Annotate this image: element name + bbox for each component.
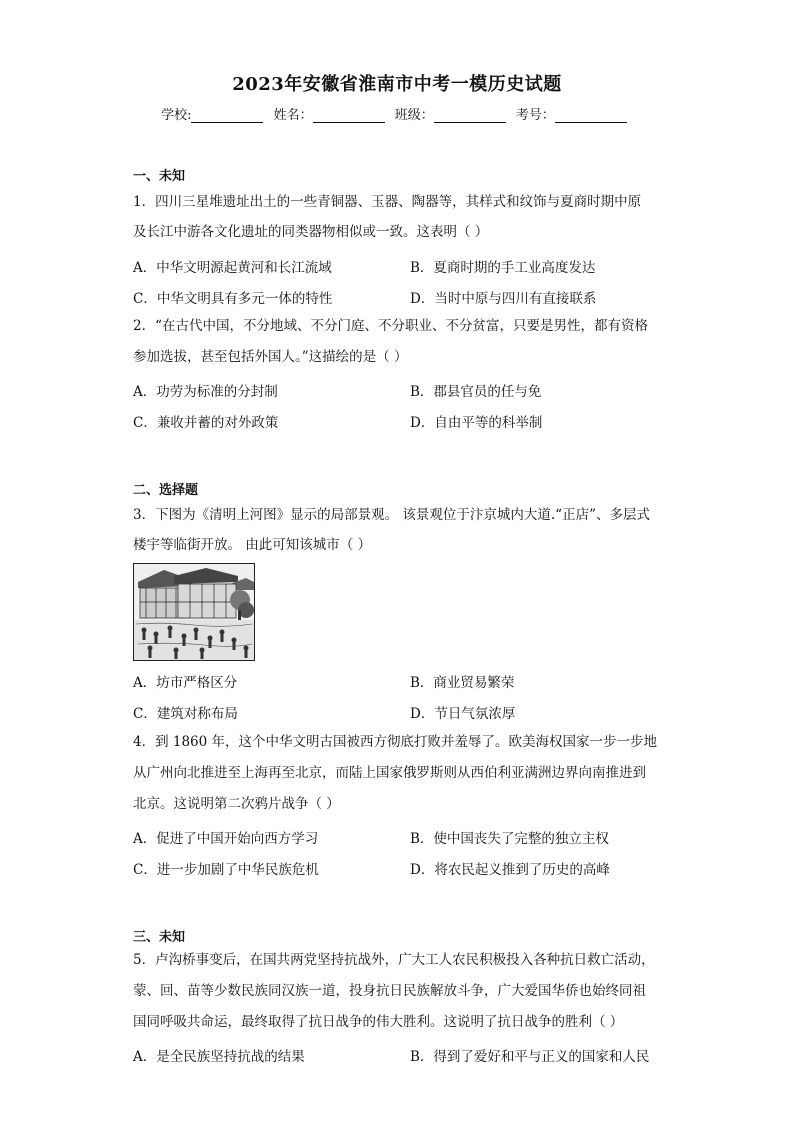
q5-option-a[interactable]: A．是全民族坚持抗战的结果 <box>133 1049 305 1065</box>
q2-option-a[interactable]: A．功劳为标准的分封制 <box>133 384 278 400</box>
school-blank[interactable] <box>191 109 263 123</box>
page-title: 2023年安徽省淮南市中考一模历史试题 <box>232 74 562 95</box>
question-1-line-1: 1．四川三星堆遗址出土的一些青铜器、玉器、陶器等，其样式和纹饰与夏商时期中原 <box>133 194 642 210</box>
q1-option-a[interactable]: A．中华文明源起黄河和长江流域 <box>133 260 332 276</box>
q3-option-a[interactable]: A．坊市严格区分 <box>133 675 238 691</box>
q4-option-a[interactable]: A．促进了中国开始向西方学习 <box>133 831 319 847</box>
name-label: 姓名： <box>273 108 313 123</box>
q1-option-d[interactable]: D．当时中原与四川有直接联系 <box>410 291 597 307</box>
q3-option-d[interactable]: D．节日气氛浓厚 <box>410 706 516 722</box>
qingming-painting-image <box>133 563 255 661</box>
q1-option-b[interactable]: B．夏商时期的手工业高度发达 <box>410 260 596 276</box>
q2-option-c[interactable]: C．兼收并蓄的对外政策 <box>133 415 279 431</box>
school-label: 学校: <box>161 108 192 123</box>
name-blank[interactable] <box>313 109 385 123</box>
q3-option-b[interactable]: B．商业贸易繁荣 <box>410 675 515 691</box>
question-5-line-3: 国同呼吸共命运，最终取得了抗日战争的伟大胜利。这说明了抗日战争的胜利（ ） <box>133 1014 624 1030</box>
question-5-line-1: 5．卢沟桥事变后，在国共两党坚持抗战外，广大工人农民积极投入各种抗日救亡活动， <box>133 952 655 968</box>
class-blank[interactable] <box>434 109 506 123</box>
class-label: 班级： <box>394 108 434 123</box>
question-1-line-2: 及长江中游各文化遗址的同类器物相似或一致。这表明（ ） <box>133 224 489 240</box>
q2-option-d[interactable]: D．自由平等的科举制 <box>410 415 543 431</box>
q4-option-d[interactable]: D．将农民起义推到了历史的高峰 <box>410 862 610 878</box>
question-2-line-2: 参加选拔，甚至包括外国人。”这描绘的是（ ） <box>133 349 408 365</box>
question-3-line-2: 楼宇等临街开放。 由此可知该城市（ ） <box>133 537 372 553</box>
section-heading: 二、选择题 <box>133 483 199 498</box>
exam-no-blank[interactable] <box>555 109 627 123</box>
q5-option-b[interactable]: B．得到了爱好和平与正义的国家和人民 <box>410 1049 650 1065</box>
q1-option-c[interactable]: C．中华文明具有多元一体的特性 <box>133 291 333 307</box>
question-4-line-2: 从广州向北推进至上海再至北京，而陆上国家俄罗斯则从西伯利亚满洲边界向南推进到 <box>133 765 646 781</box>
student-info-line <box>0 104 794 123</box>
painting-sketch <box>134 564 254 660</box>
section-heading: 三、未知 <box>133 930 186 945</box>
q3-option-c[interactable]: C．建筑对称布局 <box>133 706 238 722</box>
q4-option-b[interactable]: B．使中国丧失了完整的独立主权 <box>410 831 609 847</box>
question-4-line-1: 4．到 1860 年，这个中华文明古国被西方彻底打败并羞辱了。欧美海权国家一步一步地 <box>133 734 658 750</box>
question-3-line-1: 3．下图为《清明上河图》显示的局部景观。 该景观位于汴京城内大道.“正店”、多层式 <box>133 507 650 523</box>
question-4-line-3: 北京。这说明第二次鸦片战争（ ） <box>133 796 340 812</box>
q4-option-c[interactable]: C．进一步加剧了中华民族危机 <box>133 862 319 878</box>
exam-no-label: 考号： <box>515 108 555 123</box>
q2-option-b[interactable]: B．郡县官员的任与免 <box>410 384 542 400</box>
question-2-line-1: 2．“在古代中国，不分地域、不分门庭、不分职业、不分贫富，只要是男性，都有资格 <box>133 318 648 334</box>
section-heading: 一、未知 <box>133 169 186 184</box>
question-5-line-2: 蒙、回、苗等少数民族同汉族一道，投身抗日民族解放斗争，广大爱国华侨也始终同祖 <box>133 983 646 999</box>
